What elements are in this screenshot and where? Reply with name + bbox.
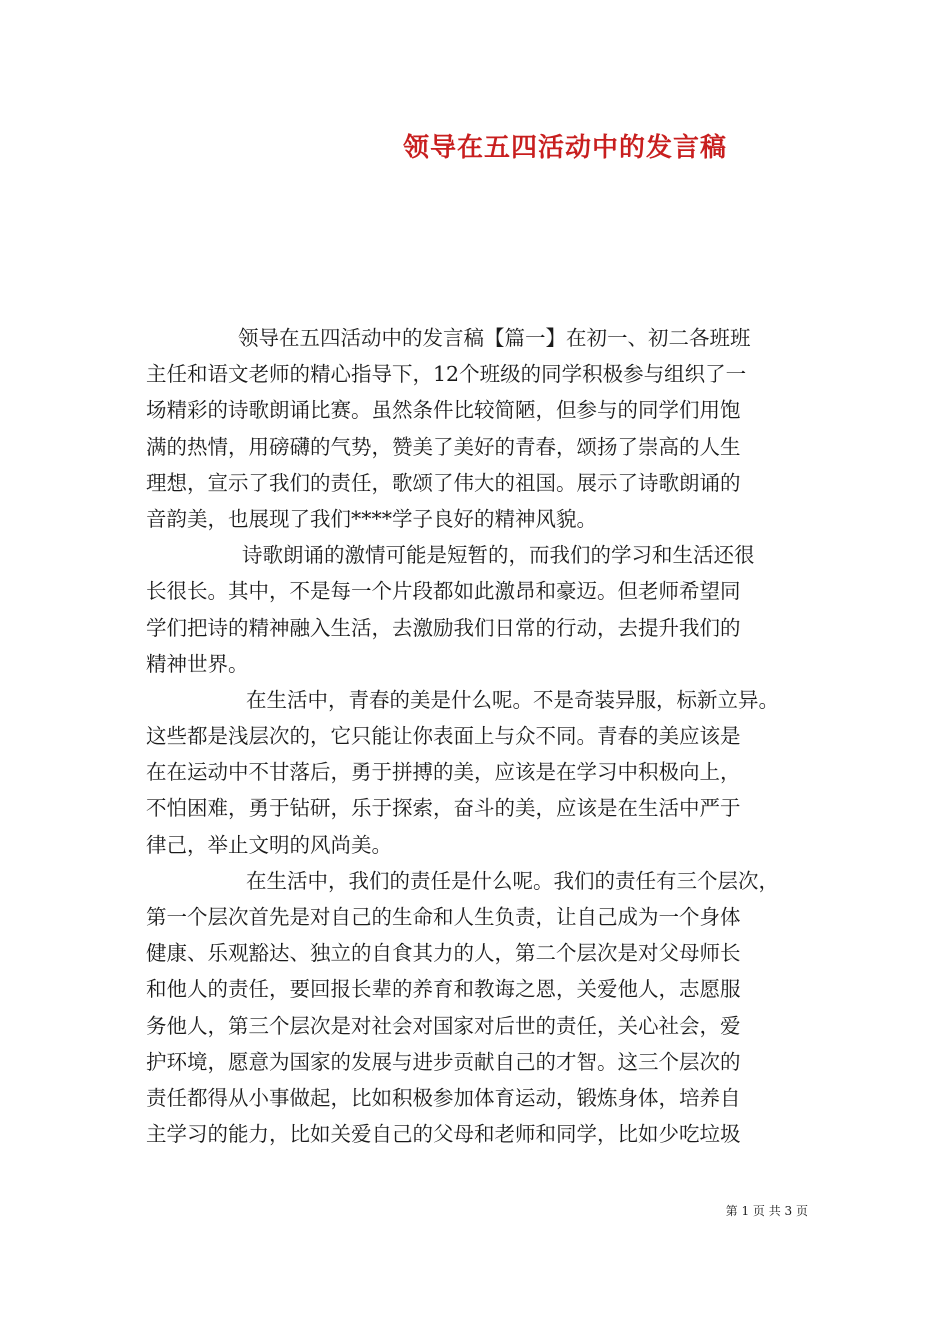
text-line: 精神世界。 [146,651,249,676]
text-line: 领导在五四活动中的发言稿【篇一】在初一、初二各班班 [238,326,751,350]
text-line: 场精彩的诗歌朗诵比赛。虽然条件比较简陋，但参与的同学们用饱 [146,398,741,423]
text-line: 在在运动中不甘落后，勇于拼搏的美，应该是在学习中积极向上， [146,760,741,785]
text-line: 律己，举止文明的风尚美。 [146,832,392,857]
text-line: 这些都是浅层次的，它只能让你表面上与众不同。青春的美应该是 [146,724,741,749]
text-line: 学们把诗的精神融入生活，去激励我们日常的行动，去提升我们的 [146,615,741,640]
text-line: 健康、乐观豁达、独立的自食其力的人，第二个层次是对父母师长 [146,941,741,966]
text-line: 护环境，愿意为国家的发展与进步贡献自己的才智。这三个层次的 [146,1049,741,1074]
text-line: 在生活中，我们的责任是什么呢。我们的责任有三个层次， [246,868,779,893]
text-line: 责任都得从小事做起，比如积极参加体育运动，锻炼身体，培养自 [146,1085,741,1110]
text-line: 音韵美，也展现了我们****学子良好的精神风貌。 [146,506,597,531]
document-title: 领导在五四活动中的发言稿 [402,133,727,163]
text-line: 不怕困难，勇于钻研，乐于探索，奋斗的美，应该是在生活中严于 [146,796,741,821]
document-body [146,320,811,1152]
text-line: 和他人的责任，要回报长辈的养育和教诲之恩，关爱他人，志愿服 [146,977,741,1002]
text-line: 满的热情，用磅礴的气势，赞美了美好的青春，颂扬了崇高的人生 [146,434,741,459]
text-line: 第一个层次首先是对自己的生命和人生负责，让自己成为一个身体 [146,905,741,929]
text-line: 主任和语文老师的精心指导下，12个班级的同学积极参与组织了一 [146,362,747,387]
text-line: 诗歌朗诵的激情可能是短暂的，而我们的学习和生活还很 [242,543,755,568]
text-line: 理想，宣示了我们的责任，歌颂了伟大的祖国。展示了诗歌朗诵的 [146,470,741,495]
text-line: 务他人，第三个层次是对社会对国家对后世的责任，关心社会，爱 [146,1013,741,1038]
page-number-footer: 第 1 页 共 3 页 [725,1204,808,1218]
text-line: 长很长。其中，不是每一个片段都如此激昂和豪迈。但老师希望同 [146,579,741,604]
text-line: 主学习的能力，比如关爱自己的父母和老师和同学，比如少吃垃圾 [146,1122,741,1147]
text-line: 在生活中，青春的美是什么呢。不是奇装异服，标新立异。 [246,687,779,712]
